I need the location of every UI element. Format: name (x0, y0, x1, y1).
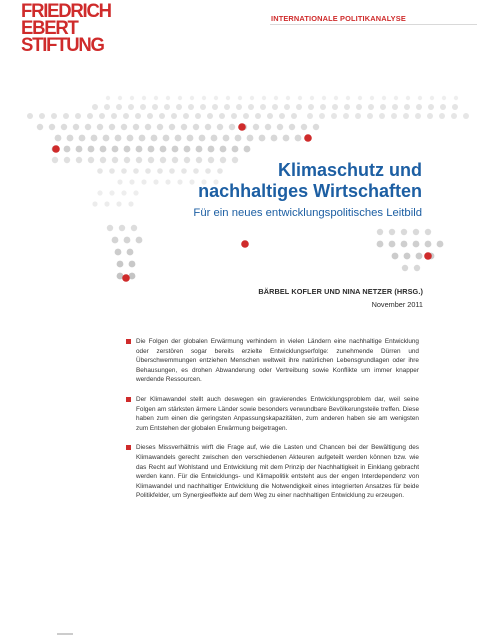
map-dot (64, 146, 71, 153)
map-dot (119, 225, 125, 231)
map-dot (255, 113, 261, 119)
logo-line-2: EBERT (21, 17, 78, 39)
map-dot (97, 168, 103, 174)
map-dot (181, 168, 187, 174)
map-dot-highlight (424, 252, 432, 260)
map-dot (295, 135, 302, 142)
map-dot (427, 113, 433, 119)
summary-bullet-3 (126, 443, 419, 501)
map-dot (244, 146, 251, 153)
map-dot (151, 135, 158, 142)
map-dot (277, 124, 283, 130)
map-dot (260, 104, 266, 110)
map-dot (413, 229, 419, 235)
map-dot (389, 229, 395, 235)
map-dot (117, 179, 122, 184)
map-dot (140, 104, 146, 110)
map-dot (176, 104, 182, 110)
map-dot (112, 237, 119, 244)
map-dot (115, 135, 122, 142)
map-dot (148, 146, 155, 153)
map-dot (313, 124, 319, 130)
map-dot (307, 113, 313, 119)
summary-bullet-1 (126, 337, 419, 385)
map-dot (184, 146, 191, 153)
map-dot (171, 113, 177, 119)
map-dot-highlight (241, 240, 249, 248)
map-dot (116, 104, 122, 110)
map-dot (259, 135, 266, 142)
map-dot (208, 146, 215, 153)
map-dot (67, 135, 74, 142)
map-dot (382, 96, 386, 100)
map-dot (193, 124, 199, 130)
map-dot (152, 104, 158, 110)
series-label: INTERNATIONALE POLITIKANALYSE (271, 14, 406, 23)
map-dot (202, 96, 206, 100)
map-dot (169, 168, 175, 174)
map-dot (178, 96, 182, 100)
map-dot (165, 179, 170, 184)
map-dot (142, 96, 146, 100)
map-dot (190, 96, 194, 100)
map-dot (232, 146, 239, 153)
map-dot (452, 104, 458, 110)
map-dot (298, 96, 302, 100)
map-dot (296, 104, 302, 110)
map-dot (127, 249, 134, 256)
map-dot (117, 261, 124, 268)
map-dot (250, 96, 254, 100)
map-dot (154, 96, 158, 100)
map-dot (389, 241, 396, 248)
map-dot (320, 104, 326, 110)
map-dot (343, 113, 349, 119)
map-dot (454, 96, 458, 100)
map-dot-highlight (304, 134, 312, 142)
map-dot (231, 113, 237, 119)
map-dot (224, 104, 230, 110)
title-line-2: nachhaltiges Wirtschaften (198, 181, 422, 201)
map-dot (377, 229, 383, 235)
map-dot (223, 135, 230, 142)
map-dot (219, 113, 225, 119)
map-dot (159, 113, 165, 119)
map-dot (164, 104, 170, 110)
map-dot (236, 104, 242, 110)
map-dot (64, 157, 70, 163)
map-dot (135, 113, 141, 119)
map-dot (169, 124, 175, 130)
bullet-text: Der Klimawandel stellt auch deswegen ein gravierendes Entwicklungsproblem dar, weil seine Folgen am stärksten ärmere Länder sowie besonders verwundbare Bevölkerungsteile treffen. Diese haben zum einen die geringsten Anpassungskapazitäten, zum anderen haben sie am wenigsten zum Entstehen der globalen Erwärmung beigetragen. (136, 395, 419, 432)
map-dot (274, 96, 278, 100)
map-dot (124, 157, 130, 163)
map-dot (367, 113, 373, 119)
map-dot (76, 157, 82, 163)
map-dot (157, 124, 163, 130)
map-dot (112, 157, 118, 163)
summary-bullets (126, 337, 419, 511)
map-dot-highlight (238, 123, 246, 131)
map-dot (85, 124, 91, 130)
map-dot (175, 135, 182, 142)
map-dot (133, 124, 139, 130)
map-dot (229, 124, 235, 130)
map-dot (37, 124, 43, 130)
map-dot (141, 179, 146, 184)
map-dot (418, 96, 422, 100)
map-dot (401, 229, 407, 235)
map-dot (121, 124, 127, 130)
map-dot (184, 157, 190, 163)
map-dot (147, 113, 153, 119)
map-dot (406, 96, 410, 100)
map-dot (127, 135, 134, 142)
map-dot (181, 124, 187, 130)
map-dot (214, 96, 218, 100)
map-dot (79, 135, 86, 142)
map-dot (87, 113, 93, 119)
map-dot (52, 157, 58, 163)
map-dot (416, 104, 422, 110)
map-dot (451, 113, 457, 119)
map-dot (380, 104, 386, 110)
map-dot-highlight (52, 145, 60, 153)
map-dot (332, 104, 338, 110)
map-dot-highlight (122, 274, 130, 282)
map-dot (160, 157, 166, 163)
map-dot (73, 124, 79, 130)
map-dot (136, 237, 143, 244)
map-dot (128, 104, 134, 110)
map-dot (291, 113, 297, 119)
map-dot (130, 96, 134, 100)
logo-line-1: FRIEDRICH (21, 0, 111, 22)
map-dot (97, 190, 102, 195)
map-dot (145, 124, 151, 130)
map-dot (160, 146, 167, 153)
map-dot (27, 113, 33, 119)
map-dot (107, 225, 113, 231)
map-dot (463, 113, 469, 119)
map-dot (308, 104, 314, 110)
map-dot (440, 104, 446, 110)
map-dot (253, 124, 259, 130)
map-dot (377, 241, 384, 248)
map-dot (319, 113, 325, 119)
map-dot (392, 104, 398, 110)
map-dot (243, 113, 249, 119)
map-dot (55, 135, 62, 142)
map-dot (97, 124, 103, 130)
map-dot (104, 104, 110, 110)
map-dot (103, 135, 110, 142)
map-dot (121, 168, 127, 174)
report-subtitle: Für ein neues entwicklungspolitisches Leitbild (193, 207, 422, 219)
map-dot (226, 96, 230, 100)
map-dot (124, 146, 131, 153)
map-dot (235, 135, 242, 142)
map-dot (177, 179, 182, 184)
map-dot (322, 96, 326, 100)
title-line-1: Klimaschutz und (277, 160, 422, 180)
map-dot (212, 104, 218, 110)
map-dot (121, 190, 126, 195)
map-dot (111, 113, 117, 119)
map-dot (39, 113, 45, 119)
map-dot (344, 104, 350, 110)
map-dot (394, 96, 398, 100)
bullet-text: Dieses Missverhältnis wirft die Frage auf, wie die Lasten und Chancen bei der Bewältigung des Klimawandels gerecht zwischen den verschiedenen Akteuren aufgeteilt werden können bzw. wie das Recht auf Wohlstand und Entwicklung mit dem Prinzip der Nachhaltigkeit in Einklang gebracht werden kann. Für die Entwicklungs- und Klimapolitik entsteht aus der engen Interdependenz von Klimawandel und nachhaltiger Entwicklung die Notwendigkeit eines integrierten Ansatzes für beide Politikfelder, um Synergieeffekte auf dem Weg zu einer nachhaltigen Entwicklung zu erzeugen. (136, 444, 419, 500)
map-dot (112, 146, 119, 153)
map-dot (205, 124, 211, 130)
authors: BÄRBEL KOFLER UND NINA NETZER (HRSG.) (258, 287, 423, 296)
map-dot (157, 168, 163, 174)
map-dot (217, 124, 223, 130)
map-dot (334, 96, 338, 100)
map-dot (392, 253, 399, 260)
map-dot (238, 96, 242, 100)
map-dot (310, 96, 314, 100)
map-dot (116, 201, 121, 206)
map-dot (106, 96, 110, 100)
map-dot (200, 104, 206, 110)
map-dot (123, 113, 129, 119)
map-dot (187, 135, 194, 142)
publication-date: November 2011 (371, 300, 423, 309)
map-dot (428, 104, 434, 110)
map-dot (355, 113, 361, 119)
map-dot (272, 104, 278, 110)
map-dot (49, 124, 55, 130)
map-dot (265, 124, 271, 130)
map-dot (402, 265, 408, 271)
map-dot (100, 146, 107, 153)
map-dot (199, 135, 206, 142)
dot-world-map (0, 0, 477, 300)
map-dot (247, 135, 254, 142)
map-dot (51, 113, 57, 119)
map-dot (166, 96, 170, 100)
bullet-text: Die Folgen der globalen Erwärmung verhindern in vielen Ländern eine nachhaltige Entwicklung oder zerstören sogar bereits erzielte Entwicklungserfolge: zunehmende Dürren und Überschwemmungen entziehen Menschen weltweit ihre natürlichen Lebensgrundlagen oder ihre Behausungen, es drohen Abwanderung oder Vertreibung sowie Konflikte um immer knapper werdende Ressourcen. (136, 338, 419, 384)
map-dot (289, 124, 295, 130)
map-dot (63, 113, 69, 119)
map-dot (220, 146, 227, 153)
map-dot (379, 113, 385, 119)
map-dot (61, 124, 67, 130)
map-dot (139, 135, 146, 142)
report-title (198, 160, 422, 202)
footer-mark (57, 633, 73, 635)
map-dot (195, 113, 201, 119)
map-dot (403, 113, 409, 119)
map-dot (128, 201, 133, 206)
map-dot (183, 113, 189, 119)
map-dot (136, 146, 143, 153)
map-dot (358, 96, 362, 100)
map-dot (286, 96, 290, 100)
map-dot (109, 168, 115, 174)
map-dot (188, 104, 194, 110)
map-dot (153, 179, 158, 184)
map-dot (145, 168, 151, 174)
map-dot (283, 135, 290, 142)
map-dot (211, 135, 218, 142)
bullet-square-icon (126, 339, 131, 344)
map-dot (124, 237, 131, 244)
map-dot (133, 168, 139, 174)
map-dot (76, 146, 83, 153)
map-dot (75, 113, 81, 119)
map-dot (370, 96, 374, 100)
map-dot (425, 241, 432, 248)
map-dot (131, 225, 137, 231)
map-dot (99, 113, 105, 119)
map-dot (104, 201, 109, 206)
map-dot (163, 135, 170, 142)
map-dot (92, 201, 97, 206)
map-dot (109, 124, 115, 130)
map-dot (136, 157, 142, 163)
logo-line-3: STIFTUNG (21, 34, 104, 56)
map-dot (416, 253, 423, 260)
map-dot (391, 113, 397, 119)
map-dot (92, 104, 98, 110)
map-dot (129, 179, 134, 184)
map-dot (115, 249, 122, 256)
map-dot (437, 241, 444, 248)
map-dot (401, 241, 408, 248)
map-dot (439, 113, 445, 119)
map-dot (133, 190, 138, 195)
map-dot (442, 96, 446, 100)
map-dot (284, 104, 290, 110)
map-dot (88, 157, 94, 163)
map-dot (368, 104, 374, 110)
map-dot (415, 113, 421, 119)
map-dot (172, 157, 178, 163)
map-dot (404, 104, 410, 110)
map-dot (301, 124, 307, 130)
map-dot (267, 113, 273, 119)
map-dot (356, 104, 362, 110)
map-dot (118, 96, 122, 100)
map-dot (331, 113, 337, 119)
map-dot (248, 104, 254, 110)
map-dot (279, 113, 285, 119)
summary-bullet-2 (126, 395, 419, 433)
map-dot (207, 113, 213, 119)
map-dot (100, 157, 106, 163)
map-dot (189, 179, 194, 184)
map-dot (148, 157, 154, 163)
map-dot (88, 146, 95, 153)
map-dot (196, 146, 203, 153)
map-dot (414, 265, 420, 271)
map-dot (413, 241, 420, 248)
map-dot (172, 146, 179, 153)
map-dot (109, 190, 114, 195)
map-dot (91, 135, 98, 142)
map-dot (129, 261, 136, 268)
map-dot (271, 135, 278, 142)
map-dot (346, 96, 350, 100)
bullet-square-icon (126, 397, 131, 402)
map-dot (430, 96, 434, 100)
map-dot (404, 253, 411, 260)
map-dot (425, 229, 431, 235)
map-dot (262, 96, 266, 100)
bullet-square-icon (126, 445, 131, 450)
